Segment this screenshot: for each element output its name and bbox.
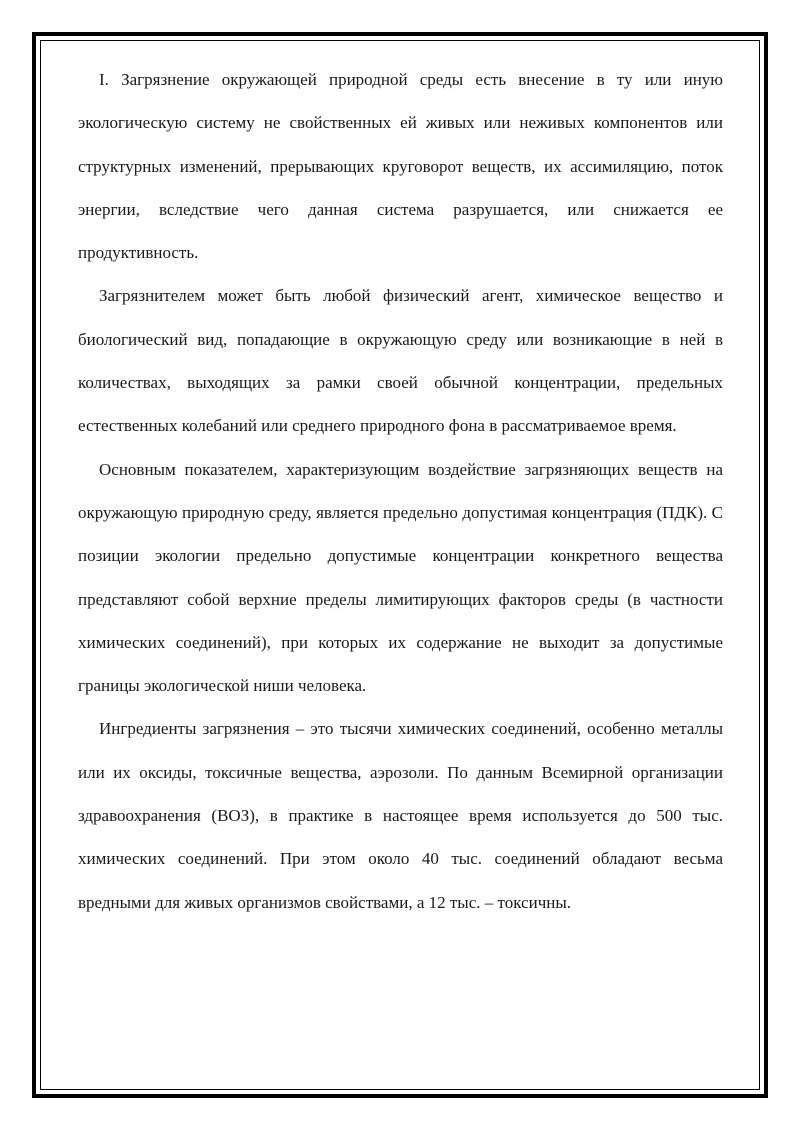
paragraph-pollution-definition: I. Загрязнение окружающей природной среды есть внесение в ту или иную экологическую систему не свойственных ей живых или неживых компонентов или структурных изменений, прерывающих круговорот веществ, их ассимиляцию, поток энергии, вследствие чего данная система разрушается, или снижается ее продуктивность. xyxy=(78,70,723,263)
paragraph-pollutant-definition: Загрязнителем может быть любой физический агент, химическое вещество и биологический вид, попадающие в окружающую среду или возникающие в ней в количествах, выходящих за рамки своей обычной концентрации, предельных естественных колебаний или среднего природного фона в рассматриваемое время. xyxy=(78,286,723,436)
paragraph-ingredients: Ингредиенты загрязнения – это тысячи химических соединений, особенно металлы или их оксиды, токсичные вещества, аэрозоли. По данным Всемирной организации здравоохранения (ВОЗ), в практике в настоящее время используется до 500 тыс. химических соединений. При этом около 40 тыс. соединений обладают весьма вредными для живых организмов свойствами, а 12 тыс. – токсичны. xyxy=(78,719,723,912)
document-body xyxy=(78,58,723,924)
paragraph-mpc: Основным показателем, характеризующим воздействие загрязняющих веществ на окружающую природную среду, является предельно допустимая концентрация (ПДК). С позиции экологии предельно допустимые концентрации конкретного вещества представляют собой верхние пределы лимитирующих факторов среды (в частности химических соединений), при которых их содержание не выходит за допустимые границы экологической ниши человека. xyxy=(78,459,723,696)
